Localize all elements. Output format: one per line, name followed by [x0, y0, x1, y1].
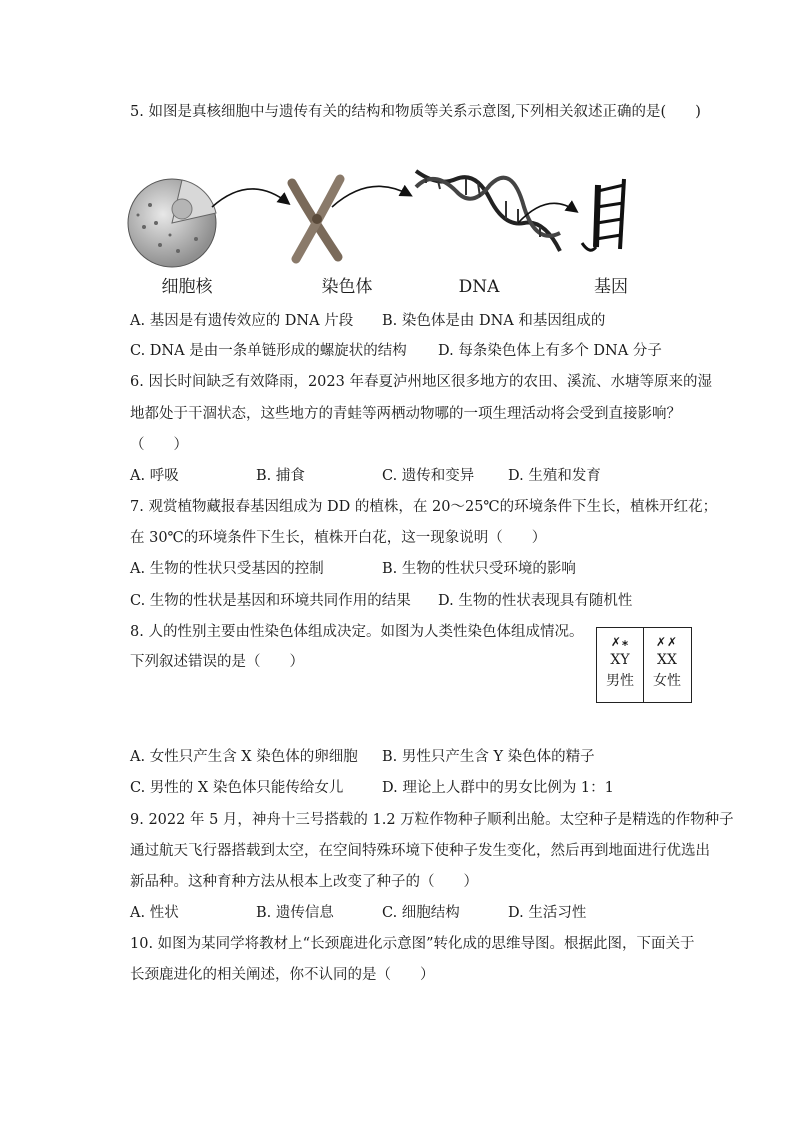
q5-option-b: B. 染色体是由 DNA 和基因组成的 [382, 313, 606, 329]
label-gene: 基因 [594, 277, 628, 297]
q8-option-b: B. 男性只产生含 Y 染色体的精子 [382, 749, 595, 765]
q9-line-3: 新品种。这种育种方法从根本上改变了种子的（ ） [130, 874, 478, 890]
q5-option-d: D. 每条染色体上有多个 DNA 分子 [438, 343, 662, 359]
q6-option-a: A. 呼吸 [130, 468, 179, 484]
nucleus-icon [128, 179, 216, 267]
q5-option-a: A. 基因是有遗传效应的 DNA 片段 [130, 313, 354, 329]
q6-line-1: 6. 因长时间缺乏有效降雨，2023 年春夏泸州地区很多地方的农田、溪流、水塘等原来的湿 [130, 374, 712, 390]
q8-line-2: 下列叙述错误的是（ ） [130, 654, 304, 670]
q6-option-d: D. 生殖和发育 [508, 468, 601, 484]
q9-option-d: D. 生活习性 [508, 905, 587, 921]
q9-option-c: C. 细胞结构 [382, 905, 460, 921]
q9-line-1: 9. 2022 年 5 月，神舟十三号搭载的 1.2 万粒作物种子顺利出舱。太空种子是精选的作物种子 [130, 812, 734, 828]
q10-line-2: 长颈鹿进化的相关阐述，你不认同的是（ ） [130, 967, 435, 983]
q9-option-a: A. 性状 [130, 905, 179, 921]
q7-option-d: D. 生物的性状表现具有随机性 [438, 593, 633, 609]
q8-option-a: A. 女性只产生含 X 染色体的卵细胞 [130, 749, 358, 765]
q9-option-b: B. 遗传信息 [256, 905, 334, 921]
q6-line-2: 地都处于干涸状态，这些地方的青蛙等两栖动物哪的一项生理活动将会受到直接影响？ [130, 406, 681, 422]
xy-chromosome-icon: ✗⁎ [610, 635, 630, 649]
q7-line-1: 7. 观赏植物藏报春基因组成为 DD 的植株，在 20～25℃的环境条件下生长，植株开红花； [130, 499, 718, 515]
q5-stem: 5. 如图是真核细胞中与遗传有关的结构和物质等关系示意图,下列相关叙述正确的是( ) [130, 104, 701, 120]
q7-option-c: C. 生物的性状是基因和环境共同作用的结果 [130, 593, 411, 609]
chromosome-icon [292, 179, 340, 259]
q7-line-2: 在 30℃的环境条件下生长，植株开白花，这一现象说明（ ） [130, 530, 547, 546]
q5-option-c: C. DNA 是由一条单链形成的螺旋状的结构 [130, 343, 407, 359]
q6-line-3: （ ） [130, 437, 188, 453]
label-dna: DNA [458, 277, 500, 297]
q9-line-2: 通过航天飞行器搭载到太空，在空间特殊环境下使种子发生变化，然后再到地面进行优选出 [130, 843, 710, 859]
q6-option-b: B. 捕食 [256, 468, 305, 484]
q7-option-a: A. 生物的性状只受基因的控制 [130, 561, 324, 577]
q8-option-d: D. 理论上人群中的男女比例为 1：1 [382, 780, 614, 796]
female-karyotype: XX [657, 652, 677, 668]
sex-chromosome-table [596, 627, 692, 703]
male-karyotype: XY [610, 652, 630, 668]
q7-option-b: B. 生物的性状只受环境的影响 [382, 561, 576, 577]
gene-icon [582, 179, 624, 250]
xx-chromosome-icon: ✗✗ [655, 635, 679, 649]
female-label: 女性 [653, 673, 681, 689]
q6-option-c: C. 遗传和变异 [382, 468, 475, 484]
q8-option-c: C. 男性的 X 染色体只能传给女儿 [130, 780, 344, 796]
dna-helix-icon [416, 171, 560, 251]
q8-line-1: 8. 人的性别主要由性染色体组成决定。如图为人类性染色体组成情况。 [130, 624, 584, 640]
label-nucleus: 细胞核 [161, 277, 213, 297]
q10-line-1: 10. 如图为某同学将教材上“长颈鹿进化示意图”转化成的思维导图。根据此图，下面关于 [130, 936, 695, 952]
female-column [644, 628, 690, 702]
label-chromosome: 染色体 [321, 277, 373, 297]
male-column [597, 628, 643, 702]
male-label: 男性 [606, 673, 634, 689]
